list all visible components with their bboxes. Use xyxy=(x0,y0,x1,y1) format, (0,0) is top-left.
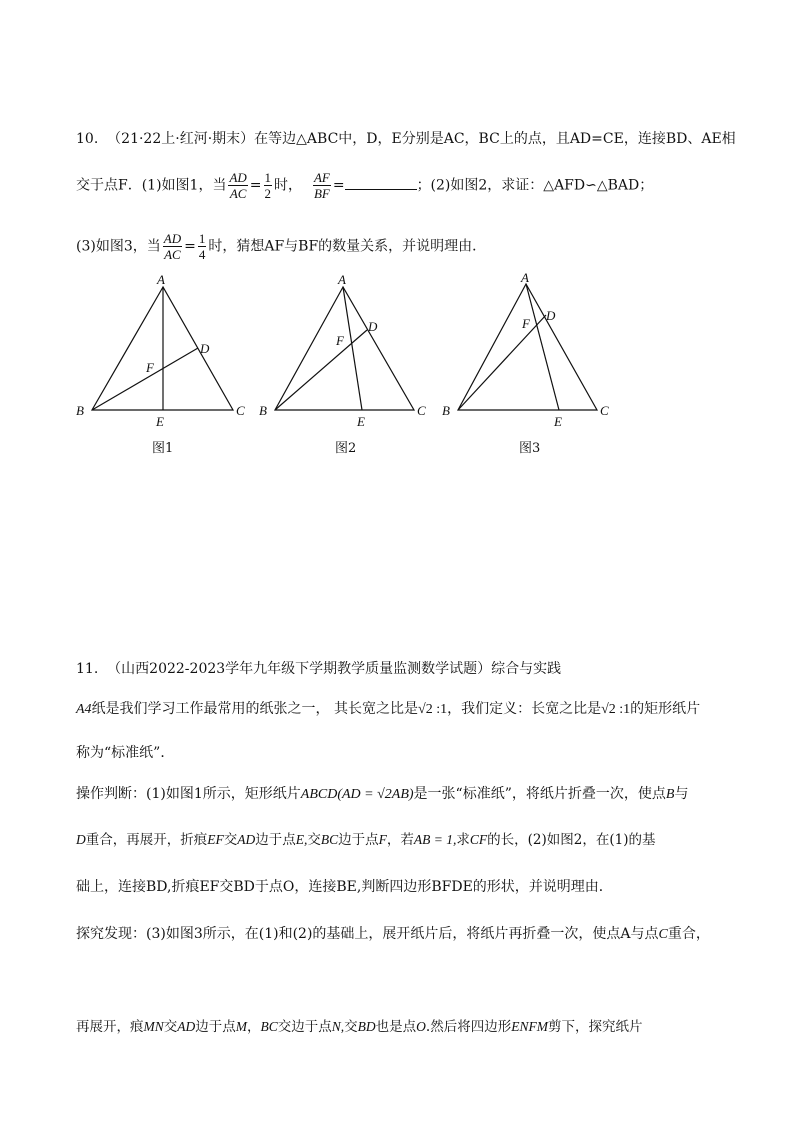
frac-den: 4 xyxy=(198,247,206,262)
ratio-sqrt2-1: √2 :1 xyxy=(418,702,448,717)
part-1-marker: (1) xyxy=(146,786,166,802)
figure2-label-b: B xyxy=(259,403,267,418)
q11-p6-b: 如图3所示，在(1)和(2)的基础上，展开纸片后，将纸片再折叠一次，使点 xyxy=(165,926,621,942)
point-b: B xyxy=(665,787,675,802)
seg-ef: EF xyxy=(207,832,224,847)
equals-sign: = xyxy=(332,177,345,194)
q11-p3-b: 如图1所示，矩形纸片 xyxy=(165,786,301,802)
q11-p7-h: .然后将四边形 xyxy=(425,1019,512,1035)
figure2-label-a: A xyxy=(338,272,346,287)
point-n: N, xyxy=(331,1019,345,1034)
fraction-one-half xyxy=(264,170,273,201)
q11-para7 xyxy=(76,1018,642,1036)
figure1-label-d: D xyxy=(200,341,210,356)
figure2-segment-bd xyxy=(275,330,367,410)
part-3-marker: (3) xyxy=(146,926,166,942)
figure2-caption: 图2 xyxy=(335,441,357,456)
q10-line2-end: ；(2)如图2，求证：△AFD∽△BAD； xyxy=(416,177,654,194)
q10-line2-start: 交于点F．(1)如图1，当 xyxy=(76,177,227,194)
figure1-label-a: A xyxy=(157,272,165,287)
figure2-label-c: C xyxy=(417,403,426,418)
frac-num: AD xyxy=(163,231,182,246)
q11-p6-c: 与点 xyxy=(630,926,659,942)
q11-p3-d: 与 xyxy=(674,786,689,802)
q11-p7-b: 交 xyxy=(163,1019,178,1035)
q10-source: （21·22上·红河·期末） xyxy=(107,131,255,147)
figure3-segment-ae xyxy=(526,284,559,410)
q10-line1-text: 在等边△ABC中，D，E分别是AC，BC上的点，且AD=CE，连接BD、AE相 xyxy=(254,131,736,147)
q11-p4-g: 求 xyxy=(456,832,470,848)
q11-p4-d: 交 xyxy=(307,832,321,848)
frac-den: AC xyxy=(229,186,247,201)
figure3-triangle xyxy=(458,284,597,410)
point-f: F xyxy=(378,832,387,847)
operation-label: 操作判断： xyxy=(76,786,146,802)
seg-cf: CF xyxy=(469,832,488,847)
q11-p6-d: 重合， xyxy=(667,926,710,942)
q11-p4-f: ，若 xyxy=(386,832,414,848)
figure1-caption: 图1 xyxy=(152,441,174,456)
part-1-ref: (1) xyxy=(609,832,629,848)
figure1-segment-bd xyxy=(92,348,198,410)
part-2-marker: (2) xyxy=(527,832,547,848)
q11-p4-i: 如图2，在 xyxy=(546,832,610,848)
equals-sign: = xyxy=(249,177,262,194)
q11-para1 xyxy=(76,700,700,719)
q10-line2 xyxy=(76,170,653,201)
q11-p1-b: ，我们定义：长宽之比是 xyxy=(447,701,602,717)
fraction-ad-ac-2 xyxy=(163,231,182,262)
figure3-label-e: E xyxy=(554,414,562,429)
point-a: A xyxy=(620,926,631,942)
seg-bd: BD xyxy=(357,1019,376,1034)
q11-p4-h: 的长， xyxy=(487,832,528,848)
answer-blank[interactable] xyxy=(345,177,417,190)
figure3-label-f: F xyxy=(522,316,530,331)
fraction-one-quarter xyxy=(198,231,207,262)
q11-source: （山西2022-2023学年九年级下学期教学质量监测数学试题）综合与实践 xyxy=(107,661,562,677)
q10-figures xyxy=(0,270,800,470)
figure2-label-f: F xyxy=(336,333,344,348)
figure1-label-b: B xyxy=(76,403,84,418)
q11-p4-j: 的基 xyxy=(628,832,656,848)
q11-para2: 称为“标准纸”． xyxy=(76,745,175,761)
frac-den: 2 xyxy=(264,186,272,201)
seg-ad: AD xyxy=(237,832,256,847)
q11-p7-f: 交 xyxy=(344,1019,358,1035)
frac-den: BF xyxy=(313,186,330,201)
explore-label: 探究发现： xyxy=(76,926,146,942)
figure1-label-f: F xyxy=(146,360,154,375)
q11-p7-a: 再展开，痕 xyxy=(76,1019,144,1035)
q11-para3 xyxy=(76,785,688,804)
q11-p1-c: 的矩形纸片 xyxy=(630,701,701,717)
q11-para4 xyxy=(76,831,655,849)
equals-sign: = xyxy=(184,238,196,255)
eq-ab-1: AB = 1, xyxy=(413,832,457,847)
q10-line2-mid: 时， xyxy=(274,177,303,194)
point-m: M xyxy=(235,1019,247,1034)
figure3-label-a: A xyxy=(521,270,529,285)
q11-p4-a: 重合，再展开，折痕 xyxy=(85,832,208,848)
frac-num: AD xyxy=(229,170,247,185)
q11-p7-g: 也是点 xyxy=(375,1019,417,1035)
q11-para5: 础上，连接BD,折痕EF交BD于点O，连接BE,判断四边形BFDE的形状，并说明理由． xyxy=(76,879,613,895)
seg-ad-2: AD xyxy=(177,1019,196,1034)
figure2-label-d: D xyxy=(368,319,378,334)
q11-p4-e: 边于点 xyxy=(338,832,379,848)
frac-num: 1 xyxy=(198,231,206,246)
seg-bc: BC xyxy=(320,832,339,847)
seg-mn: MN xyxy=(143,1019,164,1034)
frac-num: 1 xyxy=(264,170,272,185)
figure3-label-b: B xyxy=(442,403,450,418)
seg-bc-2: BC xyxy=(260,1019,278,1034)
figure3-caption: 图3 xyxy=(519,441,541,456)
q11-p3-c: 是一张“标准纸”，将纸片折叠一次，使点 xyxy=(413,786,666,802)
q11-heading xyxy=(76,660,561,678)
q11-p4-b: 交 xyxy=(223,832,238,848)
q10-line3-start: (3)如图3，当 xyxy=(76,238,161,255)
figure3-label-c: C xyxy=(600,403,609,418)
fraction-af-bf xyxy=(313,170,331,201)
point-o: O xyxy=(416,1019,426,1034)
quad-enfm: ENFM xyxy=(511,1019,548,1034)
q10-number: 10. xyxy=(76,131,99,147)
q11-number: 11. xyxy=(76,661,99,677)
rect-abcd: ABCD(AD = √2AB) xyxy=(300,787,414,802)
figure3-label-d: D xyxy=(546,308,556,323)
point-d: D xyxy=(76,832,86,847)
frac-den: AC xyxy=(164,247,181,262)
ratio-sqrt2-1-b: √2 :1 xyxy=(601,702,631,717)
fraction-ad-ac xyxy=(228,170,247,201)
q11-p7-c: 边于点 xyxy=(195,1019,236,1035)
q11-p7-d: ， xyxy=(247,1019,261,1035)
q11-p4-c: 边于点 xyxy=(255,832,296,848)
q11-p7-e: 交边于点 xyxy=(277,1019,332,1035)
q11-p7-i: 剪下，探究纸片 xyxy=(547,1019,643,1035)
figure1-label-e: E xyxy=(156,414,164,429)
figure1-label-c: C xyxy=(236,403,245,418)
q10-line1 xyxy=(76,130,736,148)
q11-p1-a: 纸是我们学习工作最常用的纸张之一， 其长宽之比是 xyxy=(91,701,419,717)
frac-num: AF xyxy=(313,170,330,185)
point-c: C xyxy=(658,927,668,942)
a4-term: A4 xyxy=(76,702,92,717)
figure2-label-e: E xyxy=(357,414,365,429)
point-e: E, xyxy=(295,832,308,847)
q10-line3 xyxy=(76,231,486,262)
q11-para6 xyxy=(76,925,710,944)
q10-line3-end: 时，猜想AF与BF的数量关系，并说明理由． xyxy=(208,238,487,255)
